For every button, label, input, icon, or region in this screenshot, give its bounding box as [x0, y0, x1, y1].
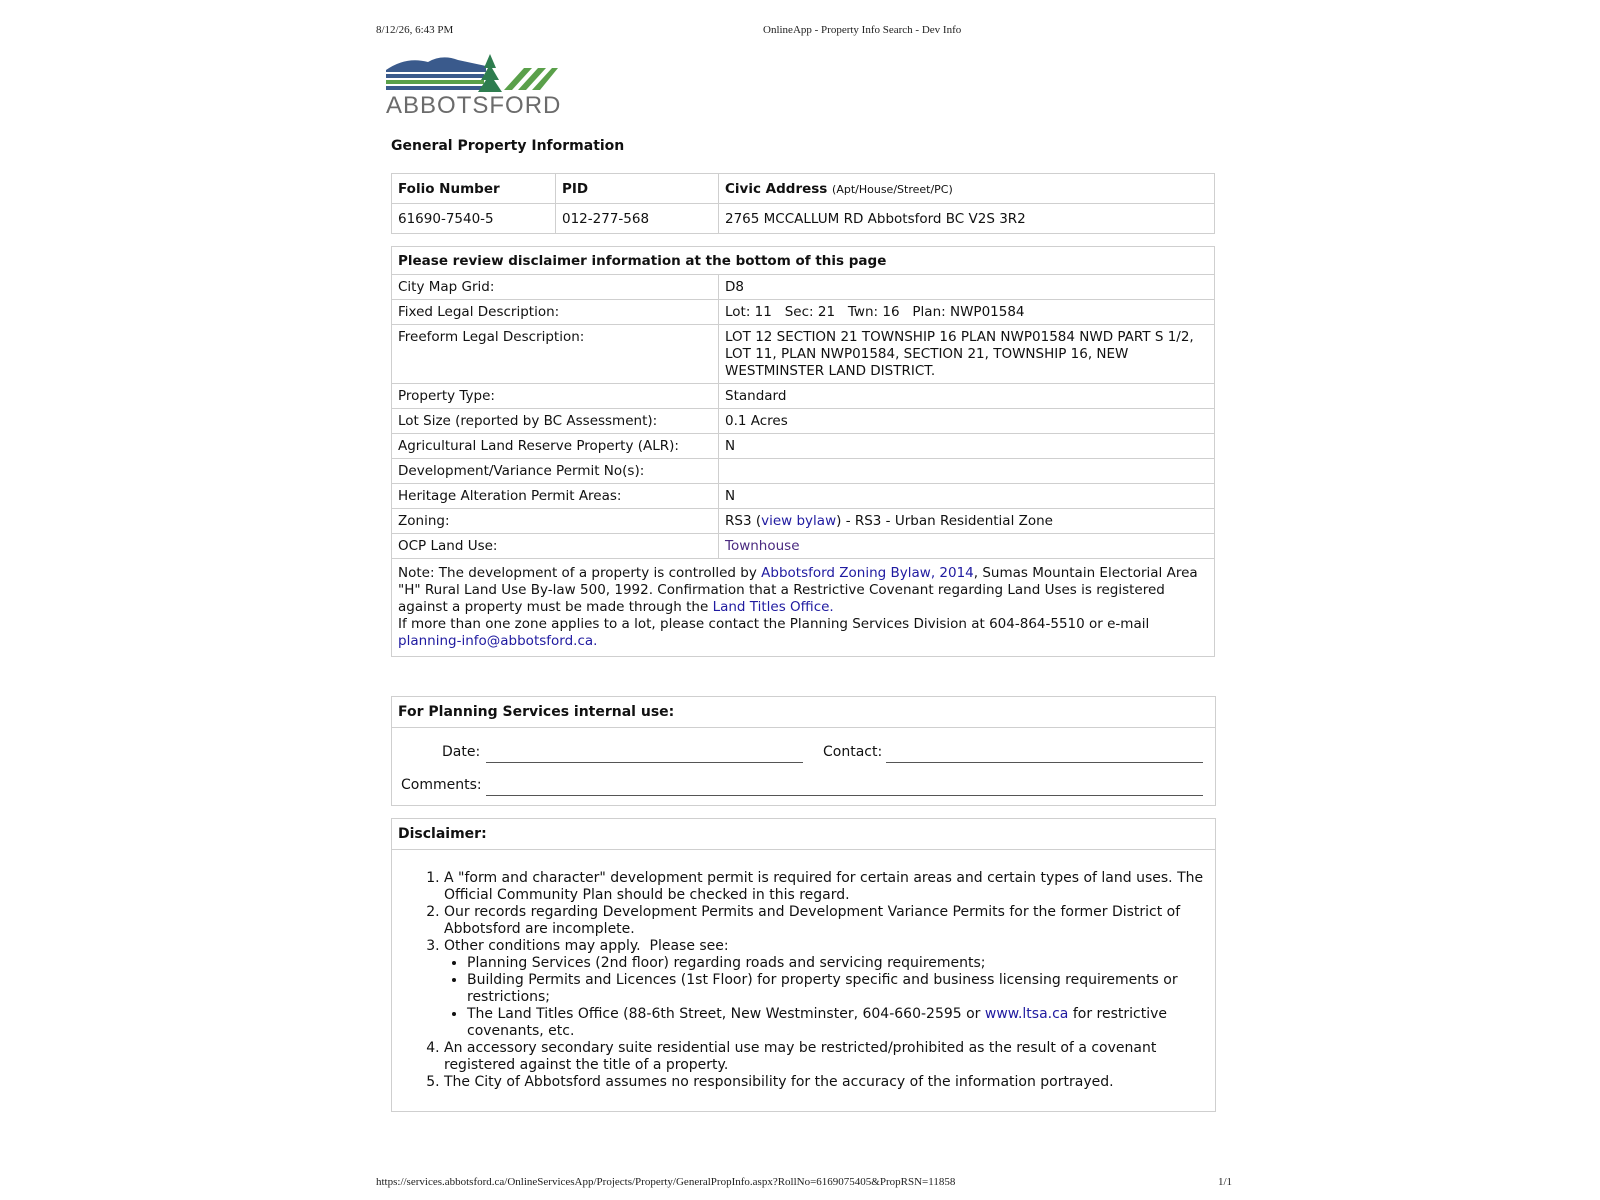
disclaimer-notice: Please review disclaimer information at the bottom of this page	[392, 247, 1215, 275]
contact-line	[886, 762, 1203, 763]
address-header	[719, 174, 1215, 204]
logo-wordmark: ABBOTSFORD	[386, 92, 562, 119]
detail-label: Freeform Legal Description:	[392, 325, 719, 384]
print-title: OnlineApp - Property Info Search - Dev Info	[763, 24, 962, 36]
print-datetime: 8/12/26, 6:43 PM	[376, 24, 454, 36]
ocp-value	[719, 534, 1215, 559]
pid-header: PID	[556, 174, 719, 204]
disclaimer-section	[391, 818, 1216, 1112]
detail-value: Standard	[719, 384, 1215, 409]
detail-row	[392, 484, 1215, 509]
subitem-text-b: for restrictive covenants, etc.	[467, 1006, 1168, 1039]
disclaimer-item: 5. The City of Abbotsford assumes no responsibility for the accuracy of the information portrayed.	[444, 1074, 1215, 1091]
note-text-3: If more than one zone applies to a lot, please contact the Planning Services Division at 604-864-5510 or e-mail	[398, 616, 1150, 632]
disclaimer-sublist	[444, 955, 1215, 1040]
subitem-text-a: The Land Titles Office (88-6th Street, New Westminster, 604-660-2595 or	[467, 1006, 981, 1022]
address-header-label: Civic Address	[725, 180, 828, 197]
detail-value	[719, 459, 1215, 484]
detail-value: D8	[719, 275, 1215, 300]
disclaimer-item: 2. Our records regarding Development Permits and Development Variance Permits for the former District of Abbotsford are incomplete.	[444, 904, 1215, 938]
detail-row	[392, 300, 1215, 325]
detail-label: Heritage Alteration Permit Areas:	[392, 484, 719, 509]
pid-value: 012-277-568	[556, 204, 719, 234]
note-text-2: , Sumas Mountain Electorial Area "H" Rural Land Use By-law 500, 1992. Confirmation that a Restrictive Covenant regarding Land Uses is registered against a property must be made through the	[398, 565, 1198, 615]
detail-row	[392, 275, 1215, 300]
detail-row	[392, 409, 1215, 434]
detail-value: N	[719, 484, 1215, 509]
detail-label: City Map Grid:	[392, 275, 719, 300]
detail-value: N	[719, 434, 1215, 459]
contact-label: Contact:	[823, 744, 883, 760]
zoning-value: RS3 (view bylaw) - RS3 - Urban Residential Zone	[719, 509, 1215, 534]
detail-label: Fixed Legal Description:	[392, 300, 719, 325]
disclaimer-subitem: • Planning Services (2nd floor) regarding roads and servicing requirements;	[467, 955, 1215, 972]
zoning-bylaw-link[interactable]: Abbotsford Zoning Bylaw, 2014	[761, 565, 974, 581]
detail-label: Property Type:	[392, 384, 719, 409]
address-value: 2765 MCCALLUM RD Abbotsford BC V2S 3R2	[719, 204, 1215, 234]
zoning-code: RS3	[725, 513, 752, 529]
detail-value: 0.1 Acres	[719, 409, 1215, 434]
disclaimer-item	[444, 938, 1215, 1040]
ocp-row	[392, 534, 1215, 559]
zoning-label: Zoning:	[392, 509, 719, 534]
folio-header: Folio Number	[392, 174, 556, 204]
detail-row	[392, 325, 1215, 384]
date-label: Date:	[442, 744, 481, 760]
property-id-table	[391, 173, 1215, 234]
detail-label: Development/Variance Permit No(s):	[392, 459, 719, 484]
planning-email-link[interactable]: planning-info@abbotsford.ca.	[398, 633, 598, 649]
disclaimer-heading: Disclaimer:	[392, 819, 1215, 850]
view-bylaw-link[interactable]: view bylaw	[761, 513, 837, 529]
page-title: General Property Information	[391, 138, 625, 154]
zoning-desc: - RS3 - Urban Residential Zone	[845, 513, 1053, 529]
detail-value: LOT 12 SECTION 21 TOWNSHIP 16 PLAN NWP01584 NWD PART S 1/2, LOT 11, PLAN NWP01584, SECTION 21, TOWNSHIP 16, NEW WESTMINSTER LAND DISTRICT.	[719, 325, 1215, 384]
ocp-land-use-link[interactable]: Townhouse	[725, 538, 800, 554]
disclaimer-list	[392, 870, 1215, 1091]
folio-value: 61690-7540-5	[392, 204, 556, 234]
internal-use-heading: For Planning Services internal use:	[392, 697, 1215, 728]
disclaimer-subitem	[467, 1006, 1215, 1040]
note-text-1: Note: The development of a property is controlled by	[398, 565, 757, 581]
disclaimer-item-text: Other conditions may apply. Please see:	[444, 938, 729, 954]
date-line	[486, 762, 803, 763]
property-details-table	[391, 246, 1215, 657]
detail-label: Agricultural Land Reserve Property (ALR):	[392, 434, 719, 459]
disclaimer-subitem: • Building Permits and Licences (1st Floor) for property specific and business licensing requirements or restrictions;	[467, 972, 1215, 1006]
address-header-hint: (Apt/House/Street/PC)	[832, 182, 953, 196]
abbotsford-logo[interactable]	[386, 52, 566, 124]
disclaimer-item: 4. An accessory secondary suite residential use may be restricted/prohibited as the result of a covenant registered against the title of a property.	[444, 1040, 1215, 1074]
logo-mark-icon	[386, 52, 566, 96]
comments-label: Comments:	[401, 777, 482, 793]
land-titles-office-link[interactable]: Land Titles Office.	[712, 599, 834, 615]
comments-line	[486, 795, 1203, 796]
detail-label: Lot Size (reported by BC Assessment):	[392, 409, 719, 434]
zoning-note	[392, 559, 1215, 657]
disclaimer-item: 1. A "form and character" development permit is required for certain areas and certain types of land uses. The Official Community Plan should be checked in this regard.	[444, 870, 1215, 904]
detail-row	[392, 459, 1215, 484]
ocp-label: OCP Land Use:	[392, 534, 719, 559]
print-url: https://services.abbotsford.ca/OnlineServicesApp/Projects/Property/GeneralPropInfo.aspx?RollNo=6169075405&PropRSN=11858	[376, 1176, 956, 1188]
ltsa-link[interactable]: www.ltsa.ca	[984, 1006, 1069, 1022]
detail-row	[392, 434, 1215, 459]
print-page-number: 1/1	[1218, 1176, 1233, 1188]
detail-value: Lot: 11 Sec: 21 Twn: 16 Plan: NWP01584	[719, 300, 1215, 325]
internal-use-section	[391, 696, 1216, 806]
zoning-row	[392, 509, 1215, 534]
detail-row	[392, 384, 1215, 409]
